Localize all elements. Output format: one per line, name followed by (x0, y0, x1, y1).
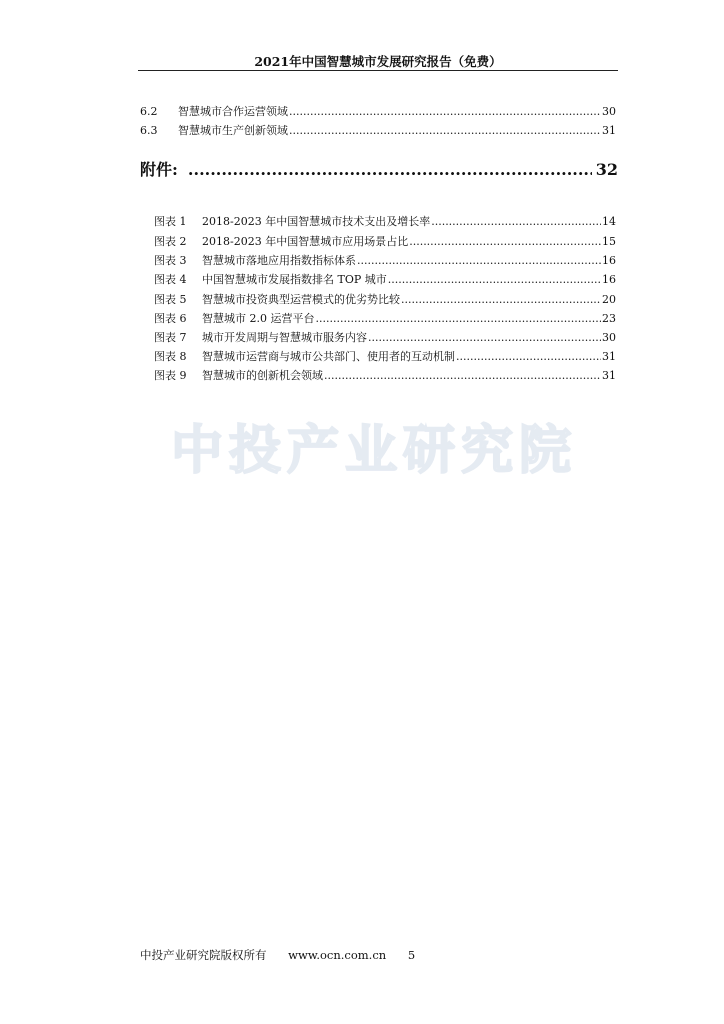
figure-page: 20 (602, 293, 616, 306)
dot-leader (188, 159, 592, 181)
toc-page: 30 (602, 105, 616, 118)
toc-number: 6.3 (140, 124, 158, 137)
dot-leader (368, 330, 601, 346)
dot-leader (456, 349, 601, 365)
figure-label: 中国智慧城市发展指数排名 TOP 城市 (202, 273, 387, 286)
figure-entry[interactable] (154, 330, 616, 346)
figure-label: 城市开发周期与智慧城市服务内容 (202, 331, 367, 344)
header-rule (138, 70, 618, 71)
figure-number: 图表 4 (154, 273, 187, 286)
dot-leader (324, 368, 601, 384)
figure-page: 23 (602, 312, 616, 325)
page-header-title: 2021年中国智慧城市发展研究报告（免费） (254, 54, 502, 69)
figure-number: 图表 3 (154, 254, 187, 267)
toc-entry[interactable] (140, 123, 616, 139)
figure-page: 31 (602, 369, 616, 382)
figure-entry[interactable] (154, 253, 616, 269)
toc-entry[interactable] (140, 104, 616, 120)
figure-entry[interactable] (154, 311, 616, 327)
toc-number: 6.2 (140, 105, 158, 118)
figure-label: 智慧城市落地应用指数指标体系 (202, 254, 356, 267)
figure-entry[interactable] (154, 234, 616, 250)
toc-appendix-entry[interactable] (140, 159, 618, 181)
figure-label: 2018-2023 年中国智慧城市技术支出及增长率 (202, 215, 431, 228)
toc-label: 智慧城市合作运营领域 (178, 105, 288, 118)
figure-page: 30 (602, 331, 616, 344)
figure-entry[interactable] (154, 272, 616, 288)
figure-page: 14 (602, 215, 616, 228)
figure-entry[interactable] (154, 292, 616, 308)
toc-page: 31 (602, 124, 616, 137)
footer-publisher: 中投产业研究院版权所有 (140, 948, 267, 962)
figure-label: 智慧城市的创新机会领域 (202, 369, 323, 382)
figure-number: 图表 8 (154, 350, 187, 363)
figure-number: 图表 2 (154, 235, 187, 248)
figure-number: 图表 1 (154, 215, 187, 228)
figure-label: 2018-2023 年中国智慧城市应用场景占比 (202, 235, 409, 248)
footer-page-number: 5 (407, 948, 416, 962)
dot-leader (431, 214, 601, 230)
appendix-page: 32 (595, 160, 618, 179)
figure-number: 图表 7 (154, 331, 187, 344)
figure-number: 图表 6 (154, 312, 187, 325)
footer-url[interactable]: www.ocn.com.cn (288, 948, 387, 962)
figure-entry[interactable] (154, 368, 616, 384)
dot-leader (357, 253, 601, 269)
toc-label: 智慧城市生产创新领域 (178, 124, 288, 137)
figure-label: 智慧城市运营商与城市公共部门、使用者的互动机制 (202, 350, 455, 363)
figure-page: 16 (602, 254, 616, 267)
appendix-label: 附件: (140, 160, 178, 179)
dot-leader (388, 272, 601, 288)
figure-number: 图表 5 (154, 293, 187, 306)
dot-leader (401, 292, 601, 308)
dot-leader (289, 104, 601, 120)
figure-page: 16 (602, 273, 616, 286)
dot-leader (409, 234, 601, 250)
watermark: 中投产业研究院 (170, 421, 577, 481)
figure-entry[interactable] (154, 214, 616, 230)
figure-page: 15 (602, 235, 616, 248)
figure-label: 智慧城市 2.0 运营平台 (202, 312, 315, 325)
dot-leader (316, 311, 602, 327)
figure-page: 31 (602, 350, 616, 363)
figure-label: 智慧城市投资典型运营模式的优劣势比较 (202, 293, 400, 306)
figure-entry[interactable] (154, 349, 616, 365)
dot-leader (289, 123, 601, 139)
figure-number: 图表 9 (154, 369, 187, 382)
page-footer (140, 947, 433, 963)
